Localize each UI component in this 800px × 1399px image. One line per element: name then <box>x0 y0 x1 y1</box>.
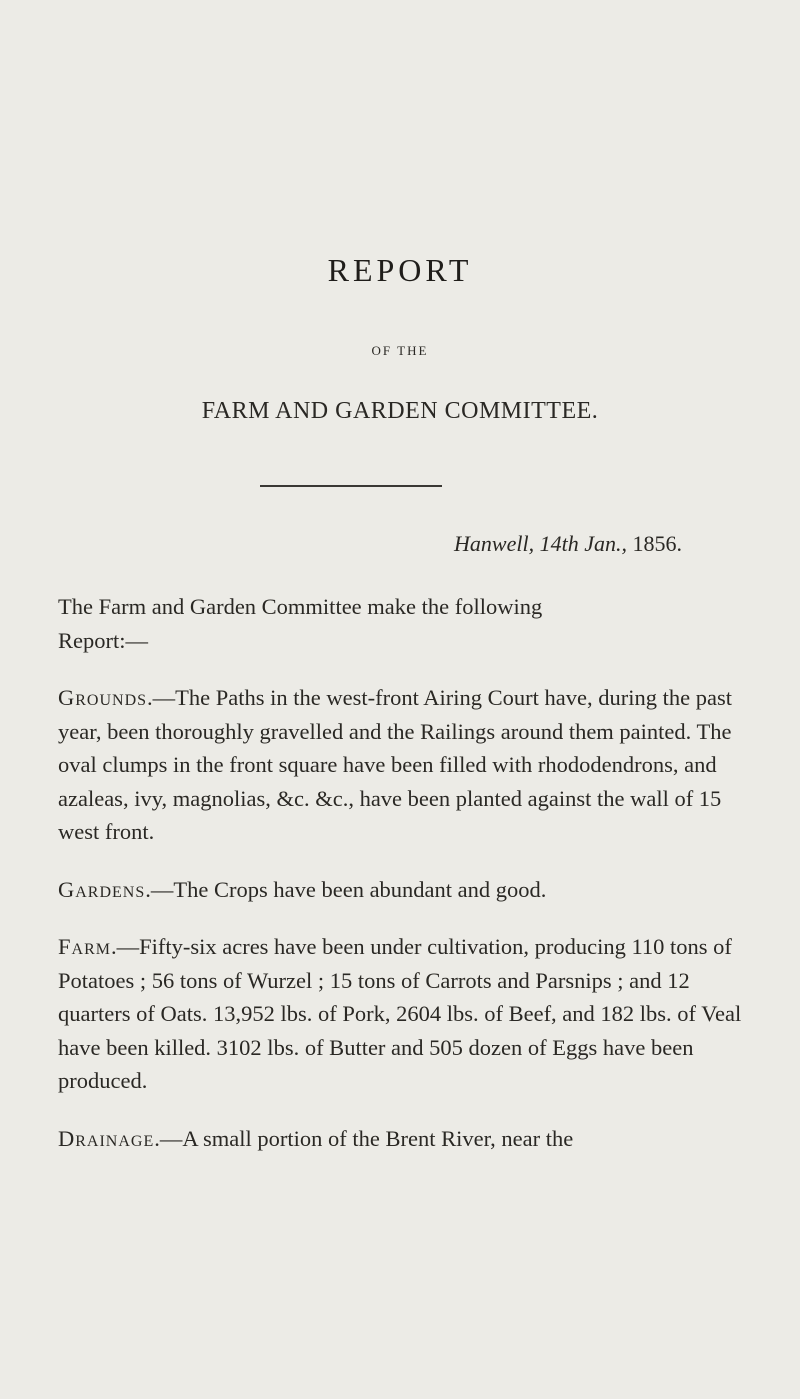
grounds-paragraph <box>58 681 742 849</box>
date-year: 1856. <box>632 531 682 556</box>
date-day: 14th <box>539 531 579 556</box>
drainage-heading: Drainage <box>58 1125 155 1151</box>
gardens-heading: Gardens <box>58 876 146 902</box>
intro-line-1: The Farm and Garden Committee make the following <box>58 594 543 619</box>
intro-paragraph <box>58 590 742 657</box>
gardens-text: .—The Crops have been abundant and good. <box>145 876 547 902</box>
dateline <box>454 531 682 557</box>
farm-paragraph <box>58 930 742 1098</box>
grounds-heading: Grounds <box>58 685 148 710</box>
date-month: Jan., <box>584 531 627 556</box>
intro-line-2: Report:— <box>58 627 148 653</box>
report-body <box>58 590 742 1179</box>
drainage-paragraph <box>58 1122 742 1156</box>
drainage-text: .—A small portion of the Brent River, near the <box>154 1125 574 1151</box>
subtitle-of-the: OF THE <box>371 343 429 358</box>
report-title: REPORT <box>327 252 473 288</box>
divider-rule <box>260 485 442 487</box>
grounds-text: .—The Paths in the west-front Airing Court have, during the past year, been thoroughly gravelled and the Railings around them painted. The oval clumps in the front square have been filled with rhododendrons, and azaleas, ivy, magnolias, &c. &c., have been planted against the wall of 15 west front. <box>58 685 732 844</box>
farm-heading: Farm <box>58 934 111 959</box>
farm-text: .—Fifty-six acres have been under cultivation, producing 110 tons of Potatoes ; 56 tons of Wurzel ; 15 tons of Carrots and Parsnips ; and 12 quarters of Oats. 13,952 lbs. of Pork, 2604 lbs. of Beef, and 182 lbs. of Veal have been killed. 3102 lbs. of Butter and 505 dozen of Eggs have been produced. <box>58 934 742 1093</box>
gardens-paragraph <box>58 873 742 907</box>
date-place: Hanwell, <box>454 531 535 556</box>
committee-heading: FARM AND GARDEN COMMITTEE. <box>201 398 599 424</box>
